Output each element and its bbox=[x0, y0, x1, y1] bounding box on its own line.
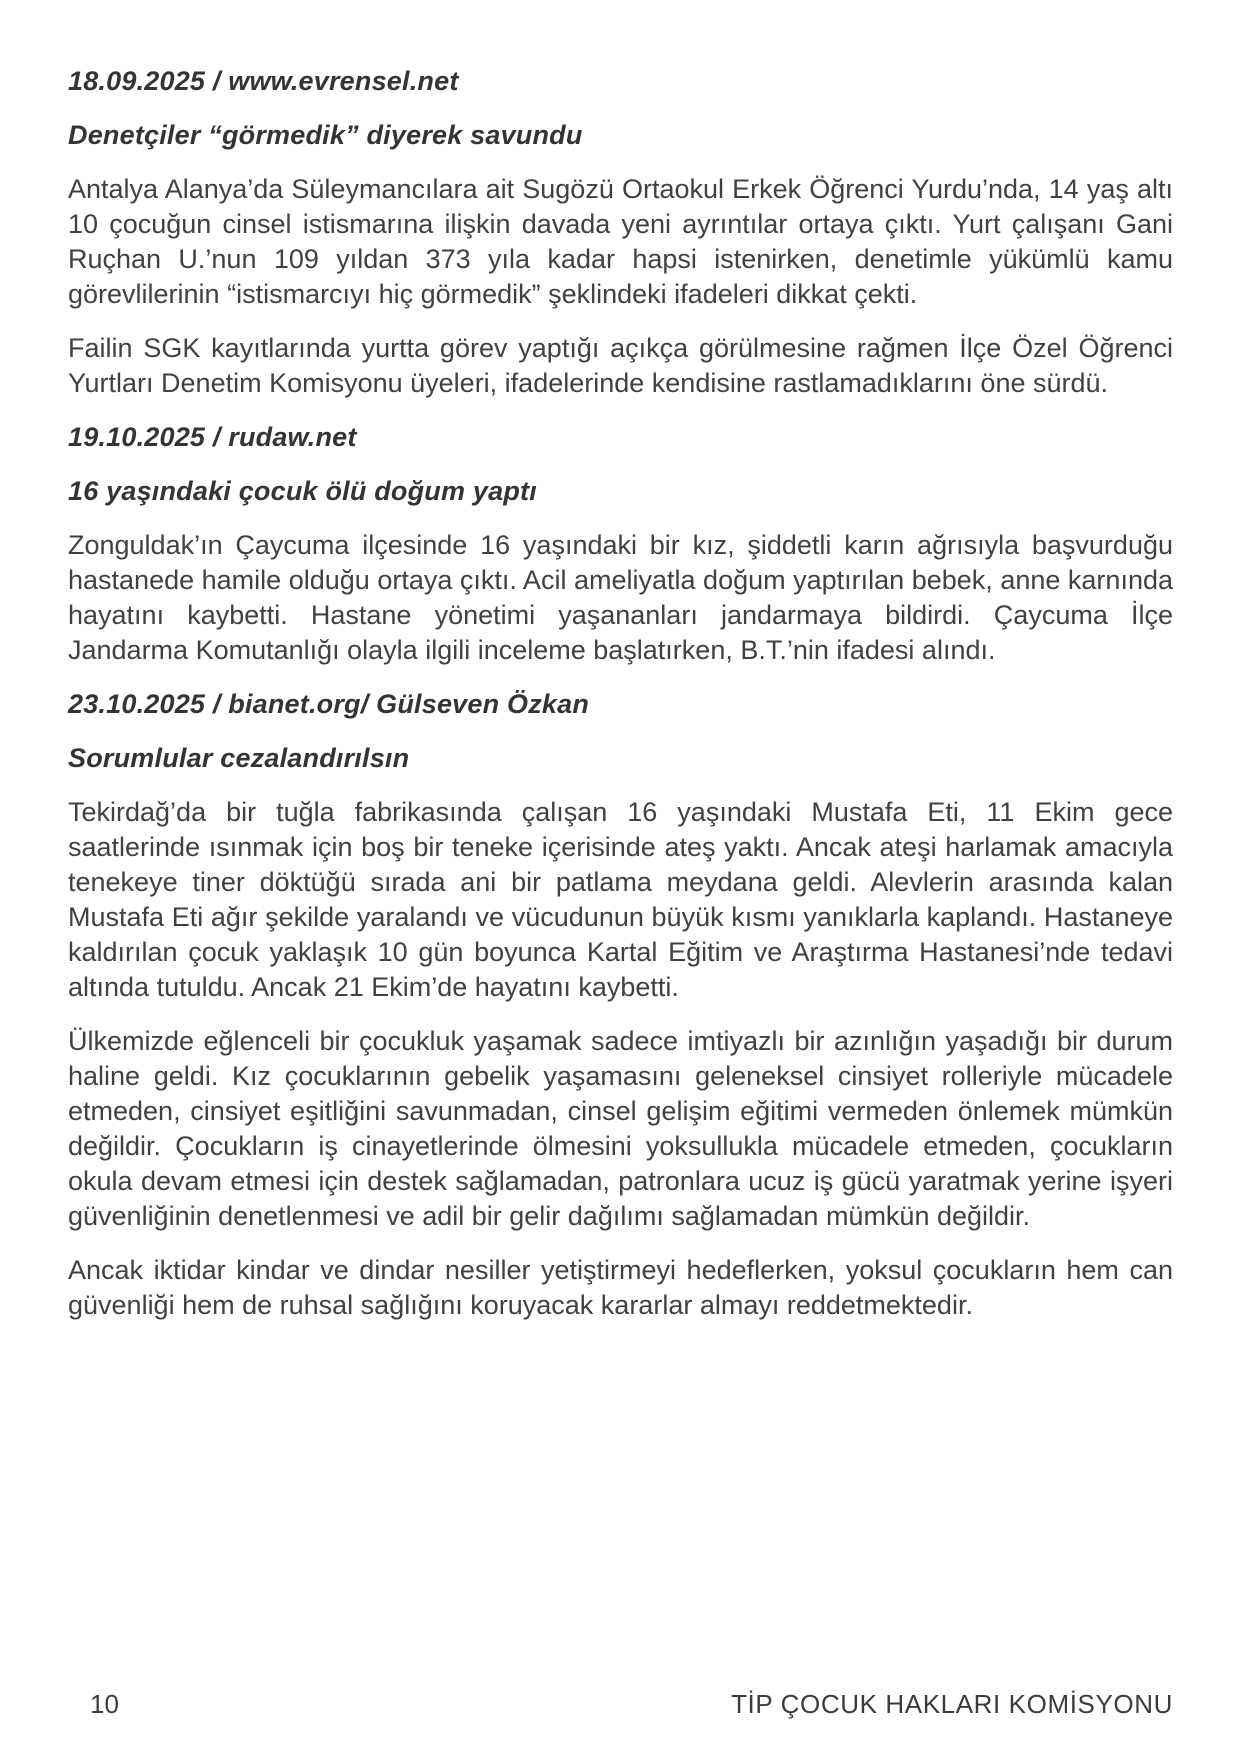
article-paragraph: Zonguldak’ın Çaycuma ilçesinde 16 yaşındaki bir kız, şiddetli karın ağrısıyla başvurduğu hastanede hamile olduğu ortaya çıktı. Acil ameliyatla doğum yaptırılan bebek, anne karnında hayatını kaybetti. Hastane yönetimi yaşananları jandarmaya bildirdi. Çaycuma İlçe Jandarma Komutanlığı olayla ilgili inceleme başlatırken, B.T.’nin ifadesi alındı. bbox=[68, 530, 1173, 665]
article-date-source: 19.10.2025 / rudaw.net bbox=[68, 422, 357, 452]
news-item-bianet bbox=[68, 687, 1173, 1323]
article-paragraph: Antalya Alanya’da Süleymancılara ait Sugözü Ortaokul Erkek Öğrenci Yurdu’nda, 14 yaş altı 10 çocuğun cinsel istismarına ilişkin davada yeni ayrıntılar ortaya çıktı. Yurt çalışanı Gani Ruçhan U.’nun 109 yıldan 373 yıla kadar hapsi istenirken, denetimle yükümlü kamu görevlilerinin “istismarcıyı hiç görmedik” şeklindeki ifadeleri dikkat çekti. bbox=[68, 174, 1173, 309]
page-content bbox=[68, 64, 1173, 1342]
article-paragraph: Ülkemizde eğlenceli bir çocukluk yaşamak sadece imtiyazlı bir azınlığın yaşadığı bir durum haline geldi. Kız çocuklarının gebelik yaşamasını geleneksel cinsiyet rolleriyle mücadele etmeden, cinsiyet eşitliğini savunmadan, cinsel gelişim eğitimi vermeden önlemek mümkün değildir. Çocukların iş cinayetlerinde ölmesini yoksullukla mücadele etmeden, çocukların okula devam etmesi için destek sağlamadan, patronlara ucuz iş gücü yaratmak yerine işyeri güvenliğinin denetlenmesi ve adil bir gelir dağılımı sağlamadan mümkün değildir. bbox=[68, 1026, 1173, 1231]
article-headline: Sorumlular cezalandırılsın bbox=[68, 743, 410, 773]
article-paragraph: Ancak iktidar kindar ve dindar nesiller yetiştirmeyi hedeflerken, yoksul çocukların hem can güvenliği hem de ruhsal sağlığını koruyacak kararlar almayı reddetmektedir. bbox=[68, 1255, 1173, 1320]
footer-commission-title: TİP ÇOCUK HAKLARI KOMİSYONU bbox=[731, 1689, 1173, 1719]
article-headline: Denetçiler “görmedik” diyerek savundu bbox=[68, 120, 583, 150]
news-item-evrensel bbox=[68, 64, 1173, 401]
page-footer bbox=[0, 1689, 1241, 1719]
article-date-source: 18.09.2025 / www.evrensel.net bbox=[68, 66, 459, 96]
news-item-rudaw bbox=[68, 420, 1173, 668]
article-date-source: 23.10.2025 / bianet.org/ Gülseven Özkan bbox=[68, 689, 590, 719]
page-number: 10 bbox=[90, 1689, 119, 1719]
article-paragraph: Failin SGK kayıtlarında yurtta görev yaptığı açıkça görülmesine rağmen İlçe Özel Öğrenci Yurtları Denetim Komisyonu üyeleri, ifadelerinde kendisine rastlamadıklarını öne sürdü. bbox=[68, 333, 1173, 398]
article-headline: 16 yaşındaki çocuk ölü doğum yaptı bbox=[68, 476, 537, 506]
article-paragraph: Tekirdağ’da bir tuğla fabrikasında çalışan 16 yaşındaki Mustafa Eti, 11 Ekim gece saatlerinde ısınmak için boş bir teneke içerisinde ateş yaktı. Ancak ateşi harlamak amacıyla tenekeye tiner döktüğü sırada ani bir patlama meydana geldi. Alevlerin arasında kalan Mustafa Eti ağır şekilde yaralandı ve vücudunun büyük kısmı yanıklarla kaplandı. Hastaneye kaldırılan çocuk yaklaşık 10 gün boyunca Kartal Eğitim ve Araştırma Hastanesi’nde tedavi altında tutuldu. Ancak 21 Ekim’de hayatını kaybetti. bbox=[68, 797, 1173, 1002]
